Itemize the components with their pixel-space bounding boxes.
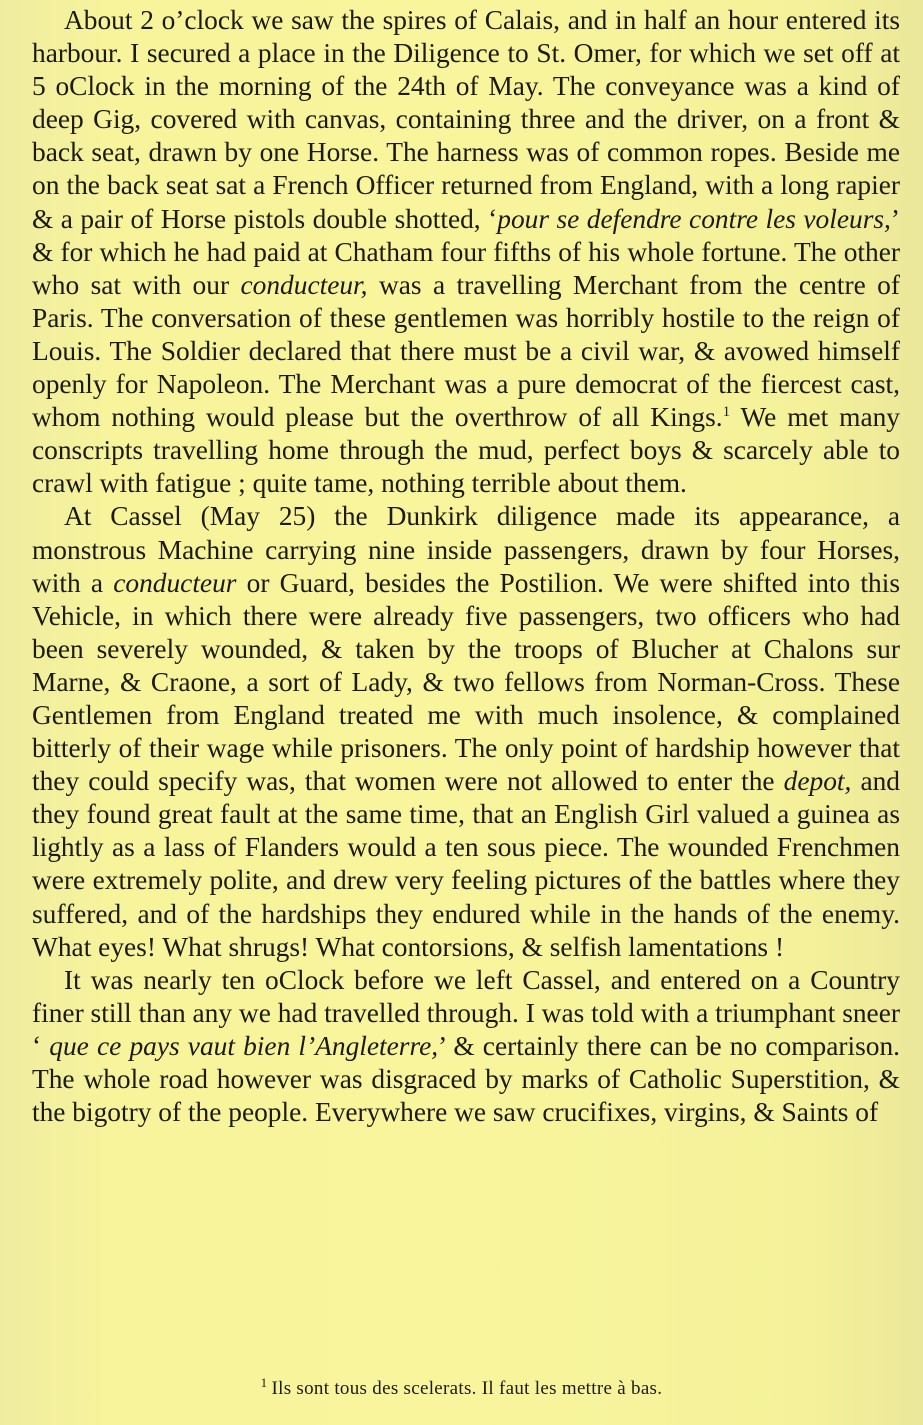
footnote-text: Ils sont tous des scelerats. Il faut les mettre à bas.	[271, 1378, 663, 1399]
book-page-body	[32, 4, 900, 1129]
footnote-reference: 1	[722, 404, 731, 420]
text-run: ’ & certainly there can be no comparison. The whole road however was disgraced by marks of Catholic Superstition, & the bigotry of the people. Everywhere we saw crucifixes, virgins, & Saints of	[32, 1030, 900, 1128]
italic-phrase: pour se defendre contre les voleurs,	[497, 203, 891, 234]
italic-phrase: que ce pays vaut bien l’Angleterre,	[49, 1030, 439, 1061]
text-run: or Guard, besides the Postilion. We were shifted into this Vehicle, in which there were already five passengers, two officers who had been severely wounded, & taken by the troops of Blucher at Chalons sur Marne, & Craone, a sort of Lady, & two fellows from Norman-Cross. These Gentlemen from England treated me with much insolence, & complained bitterly of their wage while prisoners. The only point of hardship however that they could specify was, that women were not allowed to enter the	[32, 567, 900, 797]
italic-phrase: depot,	[783, 766, 852, 797]
italic-phrase: conducteur,	[240, 269, 368, 300]
footnote	[0, 1374, 923, 1401]
text-run: About 2 o’clock we saw the spires of Calais, and in half an hour entered its harbour. I secured a place in the Diligence to St. Omer, for which we set off at 5 oClock in the morning of the 24th of May. The conveyance was a kind of deep Gig, covered with canvas, containing three and the driver, on a front & back seat, drawn by one Horse. The harness was of common ropes. Beside me on the back seat sat a French Officer returned from England, with a long rapier & a pair of Horse pistols double shotted, ‘	[32, 5, 900, 234]
text-run: It was nearly ten oClock before we left Cassel, and entered on a Country finer still than any we had travelled through. I was told with a triumphant sneer ‘	[32, 964, 900, 1061]
text-run: At Cassel (May 25) the Dunkirk diligence made its appearance, a monstrous Machine carrying nine inside passengers, drawn by four Horses, with a	[32, 501, 900, 598]
italic-phrase: conducteur	[113, 567, 237, 598]
paragraph-cassel	[32, 500, 900, 963]
footnote-mark: 1	[260, 1374, 268, 1390]
text-run: was a travelling Merchant from the centre of Paris. The conversation of these gentlemen was horribly hostile to the reign of Louis. The Soldier declared that there must be a civil war, & avowed himself openly for Napoleon. The Merchant was a pure democrat of the fiercest cast, whom nothing would please but the overthrow of all Kings.	[32, 269, 900, 433]
text-run: We met many conscripts travelling home through the mud, perfect boys & scarcely able to crawl with fatigue ; quite tame, nothing terrible about them.	[32, 402, 901, 499]
paragraph-calais	[32, 4, 900, 500]
paragraph-country	[32, 964, 900, 1129]
text-run: and they found great fault at the same time, that an English Girl valued a guinea as lightly as a lass of Flanders would a ten sous piece. The wounded Frenchmen were extremely polite, and drew very feeling pictures of the battles where they suffered, and of the hardships they endured while in the hands of the enemy. What eyes! What shrugs! What contorsions, & selfish lamentations !	[32, 766, 900, 962]
text-run: ’ & for which he had paid at Chatham four fifths of his whole fortune. The other who sat with our	[32, 203, 900, 300]
